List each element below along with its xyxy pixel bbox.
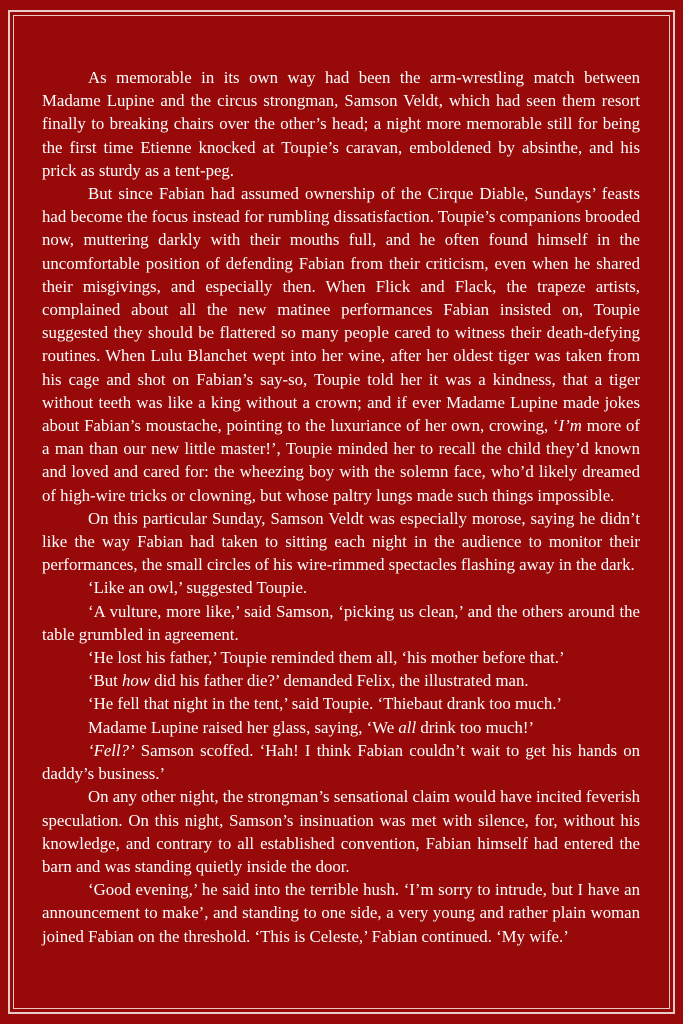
text-run: more of a man than our new little master!’, Toupie minded her to recall the child they’d known and loved and cared for: the wheezing boy with the solemn face, who’d likely dreamed of high-wire tricks or clowning, but whose paltry lungs made such things impossible.: [42, 416, 640, 505]
italic-text: ‘Fell?’: [88, 740, 135, 760]
paragraph: [42, 646, 640, 669]
text-run: On any other night, the strongman’s sensational claim would have incited feverish speculation. On this night, Samson’s insinuation was met with silence, for, without his knowledge, and contrary to all established convention, Fabian himself had entered the barn and was standing quietly inside the door.: [42, 787, 640, 876]
italic-text: how: [122, 671, 151, 691]
paragraph: [42, 182, 640, 507]
paragraph: [42, 600, 640, 646]
paragraph: [42, 66, 640, 182]
paragraph: [42, 716, 640, 739]
paragraph: [42, 576, 640, 599]
body-text: [42, 66, 640, 948]
text-run: drink too much!’: [416, 717, 535, 737]
text-run: As memorable in its own way had been the arm-wrestling match between Madame Lupine and the circus strongman, Samson Veldt, which had seen them resort finally to breaking chairs over the other’s head; a night more memorable still for being the first time Etienne knocked at Toupie’s caravan, emboldened by absinthe, and his prick as sturdy as a tent-peg.: [42, 68, 640, 180]
paragraph: [42, 785, 640, 878]
italic-text: all: [398, 717, 417, 737]
paragraph: [42, 669, 640, 692]
paragraph: [42, 878, 640, 948]
paragraph: [42, 739, 640, 785]
text-run: Samson scoffed. ‘Hah! I think Fabian couldn’t wait to get his hands on daddy’s business.’: [42, 740, 640, 784]
text-run: ‘Like an owl,’ suggested Toupie.: [88, 578, 308, 598]
text-run: did his father die?’ demanded Felix, the illustrated man.: [150, 671, 529, 691]
italic-text: I’m: [558, 416, 582, 436]
text-run: ‘A vulture, more like,’ said Samson, ‘picking us clean,’ and the others around the table grumbled in agreement.: [42, 601, 640, 644]
paragraph: [42, 507, 640, 577]
text-run: ‘He fell that night in the tent,’ said Toupie. ‘Thiebaut drank too much.’: [88, 694, 563, 714]
text-run: ‘Good evening,’ he said into the terrible hush. ‘I’m sorry to intrude, but I have an announcement to make’, and standing to one side, a very young and rather plain woman joined Fabian on the threshold. ‘This is Celeste,’ Fabian continued. ‘My wife.’: [42, 880, 640, 946]
text-run: ‘He lost his father,’ Toupie reminded them all, ‘his mother before that.’: [88, 648, 565, 668]
text-run: Madame Lupine raised her glass, saying, ‘We: [88, 717, 399, 737]
paragraph: [42, 692, 640, 715]
text-run: ‘But: [88, 671, 123, 691]
text-run: On this particular Sunday, Samson Veldt was especially morose, saying he didn’t like the way Fabian had taken to sitting each night in the audience to monitor their performances, the small circles of his wire-rimmed spectacles flashing away in the dark.: [42, 508, 640, 575]
text-run: But since Fabian had assumed ownership of the Cirque Diable, Sundays’ feasts had become the focus instead for rumbling dissatisfaction. Toupie’s companions brooded now, muttering darkly with their mouths full, and he often found himself in the uncomfortable position of defending Fabian from their criticism, even when he shared their misgivings, and especially then. When Flick and Flack, the trapeze artists, complained about all the new matinee performances Fabian insisted on, Toupie suggested they should be flattered so many people cared to witness their death-defying routines. When Lulu Blanchet wept into her wine, after her oldest tiger was taken from his cage and shot on Fabian’s say-so, Toupie told her it was a kindness, that a tiger without teeth was like a king without a crown; and if ever Madame Lupine made jokes about Fabian’s moustache, pointing to the luxuriance of her own, crowing, ‘: [42, 184, 640, 436]
